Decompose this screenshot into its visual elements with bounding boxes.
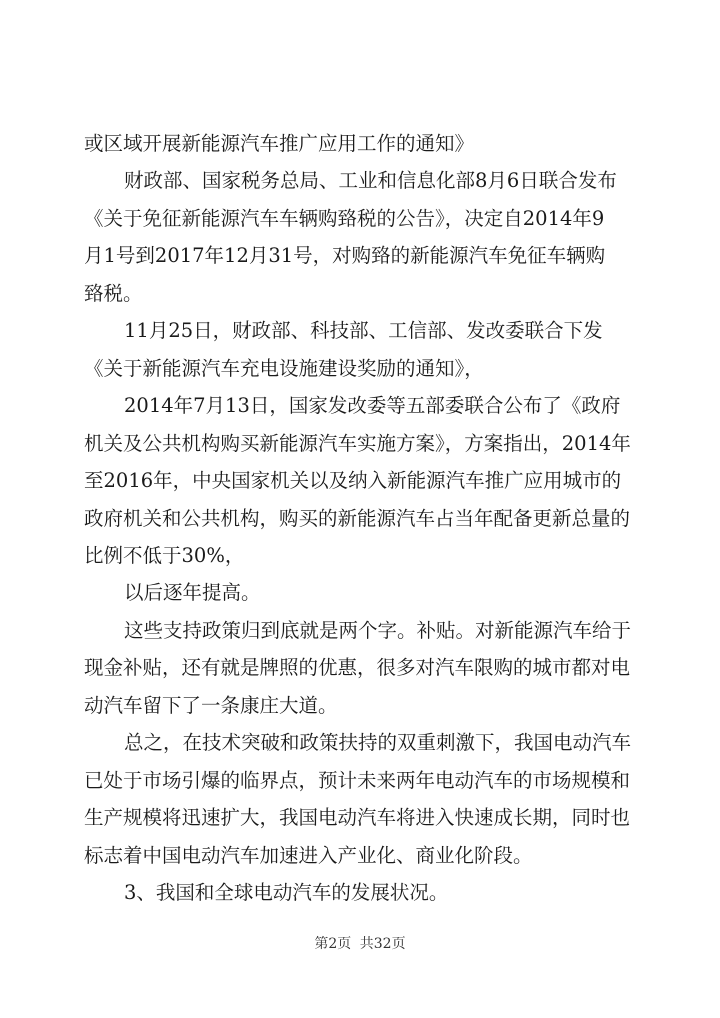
text-line: 这些支持政策归到底就是两个字。补贴。对新能源汽车给于 — [124, 619, 632, 642]
text-line: 已处于市场引爆的临界点，预计未来两年电动汽车的市场规模和 — [84, 769, 631, 792]
text-line: 臵税。 — [84, 282, 143, 305]
page-total: 共32页 — [359, 936, 406, 952]
text-line: 11月25日，财政部、科技部、工信部、发改委联合下发 — [124, 319, 603, 342]
text-line: 机关及公共机构购买新能源汽车实施方案》，方案指出，2014年 — [84, 432, 631, 455]
text-line: 财政部、国家税务总局、工业和信息化部8月6日联合发布 — [124, 169, 617, 192]
page-number: 第2页 — [314, 936, 352, 952]
text-line: 政府机关和公共机构，购买的新能源汽车占当年配备更新总量的 — [84, 507, 631, 530]
text-line: 动汽车留下了一条康庄大道。 — [84, 694, 338, 717]
text-line: 《关于新能源汽车充电设施建设奖励的通知》， — [84, 357, 484, 380]
text-line: 现金补贴，还有就是牌照的优惠，很多对汽车限购的城市都对电 — [84, 656, 631, 679]
text-line: 或区域开展新能源汽车推广应用工作的通知》 — [84, 132, 475, 155]
text-line: 2014年7月13日，国家发改委等五部委联合公布了《政府 — [124, 394, 621, 417]
text-line: 《关于免征新能源汽车车辆购臵税的公告》，决定自2014年9 — [84, 207, 605, 230]
text-line: 标志着中国电动汽车加速进入产业化、商业化阶段。 — [84, 844, 533, 867]
text-line: 月1号到2017年12月31号，对购臵的新能源汽车免征车辆购 — [84, 244, 606, 267]
text-line: 至2016年，中央国家机关以及纳入新能源汽车推广应用城市的 — [84, 469, 622, 492]
text-line: 总之，在技术突破和政策扶持的双重刺激下，我国电动汽车 — [124, 731, 632, 754]
text-line: 以后逐年提高。 — [124, 581, 261, 604]
text-line: 比例不低于30%， — [84, 544, 245, 567]
text-line: 3、我国和全球电动汽车的发展状况。 — [124, 881, 449, 904]
text-line: 生产规模将迅速扩大，我国电动汽车将进入快速成长期，同时也 — [84, 806, 631, 829]
page-footer — [0, 935, 720, 953]
